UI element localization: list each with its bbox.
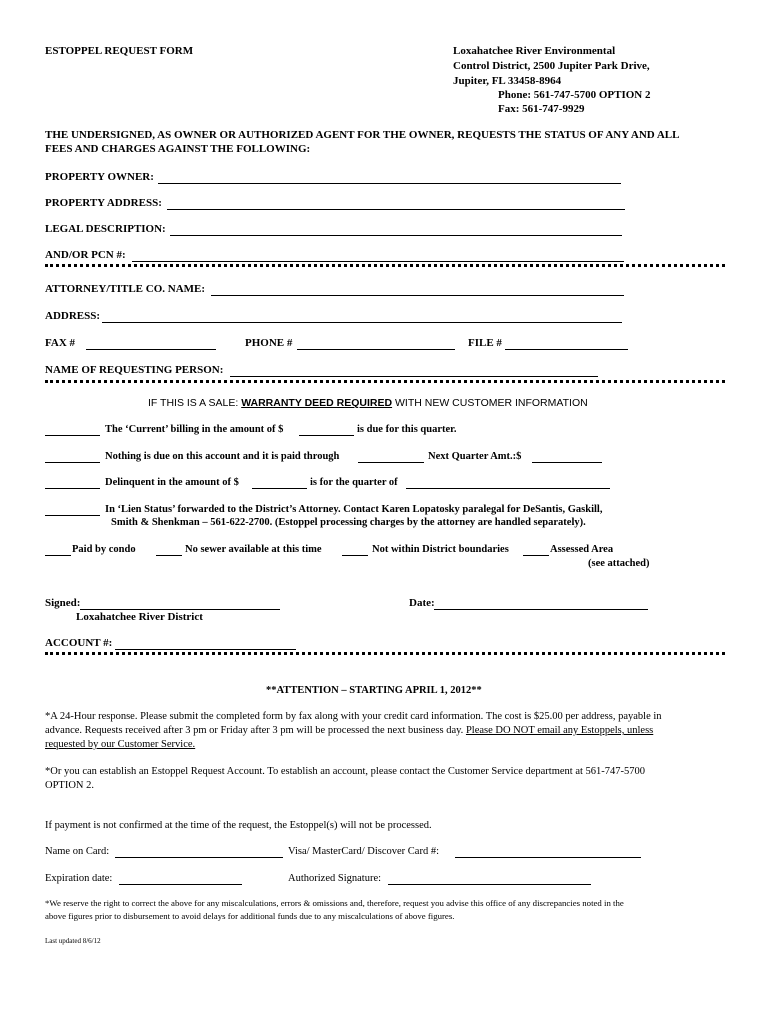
current-checkbox[interactable] [45,435,100,436]
address-label: ADDRESS: [45,310,101,322]
current-label-b: is due for this quarter. [357,424,457,435]
disclaimer-line-2: above figures prior to disbursement to avoid delays for additional funds due to any miscalculations of above figures. [45,911,455,921]
info-p2-line2: OPTION 2. [45,780,94,791]
org-line-1: Loxahatchee River Environmental [453,45,616,57]
last-updated: Last updated 8/6/12 [45,937,101,945]
delinquent-quarter-field[interactable] [406,488,610,489]
property-owner-label: PROPERTY OWNER: [45,171,154,183]
signature-field[interactable] [80,609,280,610]
signed-label: Signed: [45,597,81,609]
current-amount-field[interactable] [299,435,354,436]
section-divider [45,380,725,383]
org-line-2: Control District, 2500 Jupiter Park Drive, [453,60,650,72]
intro-line-1: THE UNDERSIGNED, AS OWNER OR AUTHORIZED AGENT FOR THE OWNER, REQUESTS THE STATUS OF ANY AND ALL [45,129,680,141]
delinquent-amount-field[interactable] [252,488,307,489]
auth-signature-label: Authorized Signature: [288,873,382,884]
lien-line-2: Smith & Shenkman – 561-622-2700. (Estoppel processing charges by the attorney are handled separately). [111,517,586,528]
next-quarter-field[interactable] [532,462,602,463]
org-line-3: Jupiter, FL 33458-8964 [453,75,562,87]
nothing-due-label: Nothing is due on this account and it is paid through [105,451,340,462]
sale-notice: IF THIS IS A SALE: WARRANTY DEED REQUIRED WITH NEW CUSTOMER INFORMATION [148,397,588,409]
see-attached-note: (see attached) [588,558,650,569]
not-within-label: Not within District boundaries [372,544,509,555]
no-sewer-checkbox[interactable] [156,555,182,556]
address-field[interactable] [102,322,622,323]
legal-description-label: LEGAL DESCRIPTION: [45,223,166,235]
disclaimer-line-1: *We reserve the right to correct the above for any miscalculations, errors & omissions and, therefore, request you advise this office of any discrepancies noted in the [45,898,624,908]
delinquent-checkbox[interactable] [45,488,100,489]
info-p1-line3: requested by our Customer Service. [45,739,196,750]
property-address-label: PROPERTY ADDRESS: [45,197,162,209]
next-quarter-label: Next Quarter Amt.:$ [428,451,522,462]
expiration-label: Expiration date: [45,873,113,884]
payment-note: If payment is not confirmed at the time of the request, the Estoppel(s) will not be processed. [45,820,432,831]
info-p2-line1: *Or you can establish an Estoppel Request Account. To establish an account, please contact the Customer Service department at 561-747-5700 [45,766,646,777]
name-on-card-field[interactable] [115,857,283,858]
assessed-checkbox[interactable] [523,555,549,556]
fax-label: FAX # [45,337,76,349]
info-p1-line2: advance. Requests received after 3 pm or Friday after 3 pm will be processed the next business day. Please DO NOT email any Estoppels, unless [45,725,654,736]
assessed-label: Assessed Area [550,544,614,555]
date-label: Date: [409,597,435,609]
paid-checkbox[interactable] [45,462,100,463]
info-p1-line1: *A 24-Hour response. Please submit the completed form by fax along with your credit card information. The cost is $25.00 per address, payable in [45,711,662,722]
expiration-field[interactable] [119,884,242,885]
section-divider [45,264,725,267]
requesting-person-field[interactable] [230,376,598,377]
condo-checkbox[interactable] [45,555,71,556]
lien-checkbox[interactable] [45,515,100,516]
paid-through-field[interactable] [358,462,424,463]
no-sewer-label: No sewer available at this time [185,544,322,555]
attention-heading: **ATTENTION – STARTING APRIL 1, 2012** [266,685,482,696]
current-label-a: The ‘Current’ billing in the amount of $ [105,424,284,435]
fax-field[interactable] [86,349,216,350]
intro-line-2: FEES AND CHARGES AGAINST THE FOLLOWING: [45,143,311,155]
district-label: Loxahatchee River District [76,611,203,623]
delinquent-label-b: is for the quarter of [310,477,398,488]
account-field[interactable] [115,649,296,650]
form-title: ESTOPPEL REQUEST FORM [45,45,194,57]
legal-description-field[interactable] [170,235,622,236]
pcn-field[interactable] [132,261,624,262]
phone-field[interactable] [297,349,455,350]
auth-signature-field[interactable] [388,884,591,885]
not-within-checkbox[interactable] [342,555,368,556]
property-address-field[interactable] [167,209,625,210]
phone-label: PHONE # [245,337,293,349]
condo-label: Paid by condo [72,544,136,555]
name-on-card-label: Name on Card: [45,846,110,857]
property-owner-field[interactable] [158,183,621,184]
attorney-field[interactable] [211,295,624,296]
org-fax: Fax: 561-747-9929 [498,103,585,115]
section-divider [45,652,725,655]
account-label: ACCOUNT #: [45,637,113,649]
attorney-label: ATTORNEY/TITLE CO. NAME: [45,283,206,295]
org-phone: Phone: 561-747-5700 OPTION 2 [498,89,651,101]
date-field[interactable] [434,609,648,610]
card-number-field[interactable] [455,857,641,858]
file-label: FILE # [468,337,502,349]
file-field[interactable] [505,349,628,350]
lien-line-1: In ‘Lien Status’ forwarded to the District’s Attorney. Contact Karen Lopatosky paralegal for DeSantis, Gaskill, [105,504,603,515]
pcn-label: AND/OR PCN #: [45,249,126,261]
delinquent-label-a: Delinquent in the amount of $ [105,477,239,488]
requesting-person-label: NAME OF REQUESTING PERSON: [45,364,224,376]
card-number-label: Visa/ MasterCard/ Discover Card #: [288,846,439,857]
